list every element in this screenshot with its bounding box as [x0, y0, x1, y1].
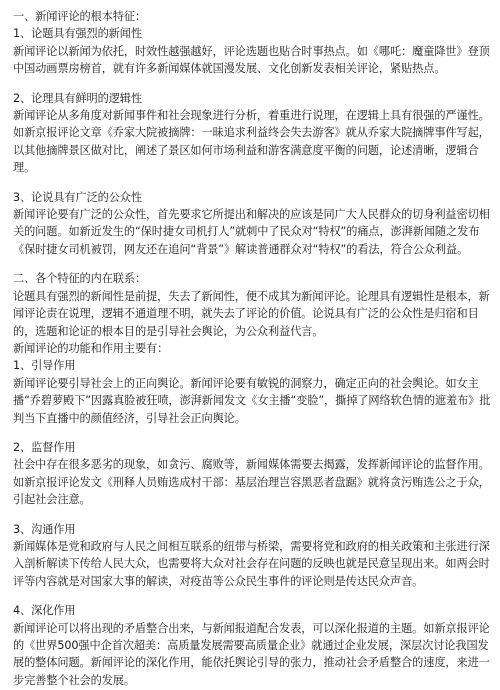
subsection-title: 3、论说具有广泛的公众性: [13, 190, 142, 204]
paragraph: 新闻评论要引导社会上的正向舆论。新闻评论要有敏锐的洞察力，确定正向的社会舆论。如女主播“乔碧萝殿下”因露真脸被狂喷，澎湃新闻发文《女主播“变脸”，撕掉了网络软色情的遮羞布》批判当下直播中的颜值经济，引导社会正向舆论。: [13, 376, 491, 425]
paragraph: 论题具有强烈的新闻性是前提，失去了新闻性，便不成其为新闻评论。论理具有逻辑性是根本，新闻评论责在说理，逻辑不通道理不明，就失去了评论的价值。论说具有广泛的公众性是归宿和目的，选题和论证的根本目的是引导社会舆论，为公众利益代言。: [13, 289, 490, 338]
spacer: [13, 78, 494, 90]
subsection-title: 1、论题具有强烈的新闻性: [13, 27, 142, 41]
spacer: [13, 258, 494, 270]
paragraph: 新闻媒体是党和政府与人民之间相互联系的纽带与桥梁，需要将党和政府的相关政策和主张进行深入剖析解读下传给人民大众，也需要将大众对社会存在问题的反映也就是民意呈现出来。如两会时评等内容就是对国家大事的解读，对疫苗等公众民生事件的评论则是传达民众声音。: [13, 539, 490, 588]
section-heading: 一、新闻评论的根本特征：: [13, 10, 147, 23]
spacer: [13, 427, 494, 439]
subsection-title: 2、论理具有鲜明的逻辑性: [13, 91, 142, 105]
spacer: [13, 177, 494, 189]
spacer: [13, 590, 494, 602]
subsection-title: 2、监督作用: [13, 440, 76, 454]
spacer: [13, 509, 494, 521]
document: [0, 8, 500, 689]
subsection-title: 1、引导作用: [13, 359, 76, 373]
section-heading: 二、各个特征的内在联系：: [13, 272, 147, 286]
paragraph: 新闻评论要有广泛的公众性，首先要求它所提出和解决的应该是同广大人民群众的切身利益密切相关的问题。如新近发生的“保时捷女司机打人”就刺中了民众对“特权”的痛点，澎湃新闻随之发布《保时捷女司机被罚，网友还在追问“背景”》解读普通群众对“特权”的看法，符合公众利益。: [13, 208, 490, 256]
paragraph: 社会中存在很多恶劣的现象，如贪污、腐败等，新闻媒体需要去揭露，发挥新闻评论的监督作用。如新京报评论发文《刑释人员贿选成村干部：基层治理岂容黑恶者盘踞》就将贪污贿选公之于众，引起社会注意。: [13, 458, 490, 507]
subsection-title: 4、深化作用: [13, 604, 76, 618]
lead-line: 新闻评论的功能和作用主要有：: [13, 341, 169, 355]
paragraph: 新闻评论从多角度对新闻事件和社会现象进行分析，着重进行说理，在逻辑上具有很强的严谨性。如新京报评论文章《乔家大院被摘牌：一昧追求利益终会失去游客》就从乔家大院摘牌事件写起，以其他摘牌景区做对比，阐述了景区如何市场利益和游客满意度平衡的问题，论述清晰，逻辑合理。: [13, 109, 490, 175]
paragraph: 新闻评论以新闻为依托，时效性越强越好，评论选题也贴合时事热点。如《哪吒：魔童降世》登顶中国动画票房榜首，就有许多新闻媒体就国漫发展、文化创新发表相关评论，紧贴热点。: [13, 44, 490, 76]
subsection-title: 3、沟通作用: [13, 522, 76, 536]
paragraph: 新闻评论可以将出现的矛盾整合出来，与新闻报道配合发表，可以深化报道的主题。如新京报评论的《世界500强中企首次超美：高质量发展需要高质量企业》就通过企业发展，深层次讨论我国发展的整体问题。新闻评论的深化作用，能依托舆论引导的张力，推动社会矛盾整合的速度，来进一步完善整个社会的发展。: [13, 621, 490, 687]
